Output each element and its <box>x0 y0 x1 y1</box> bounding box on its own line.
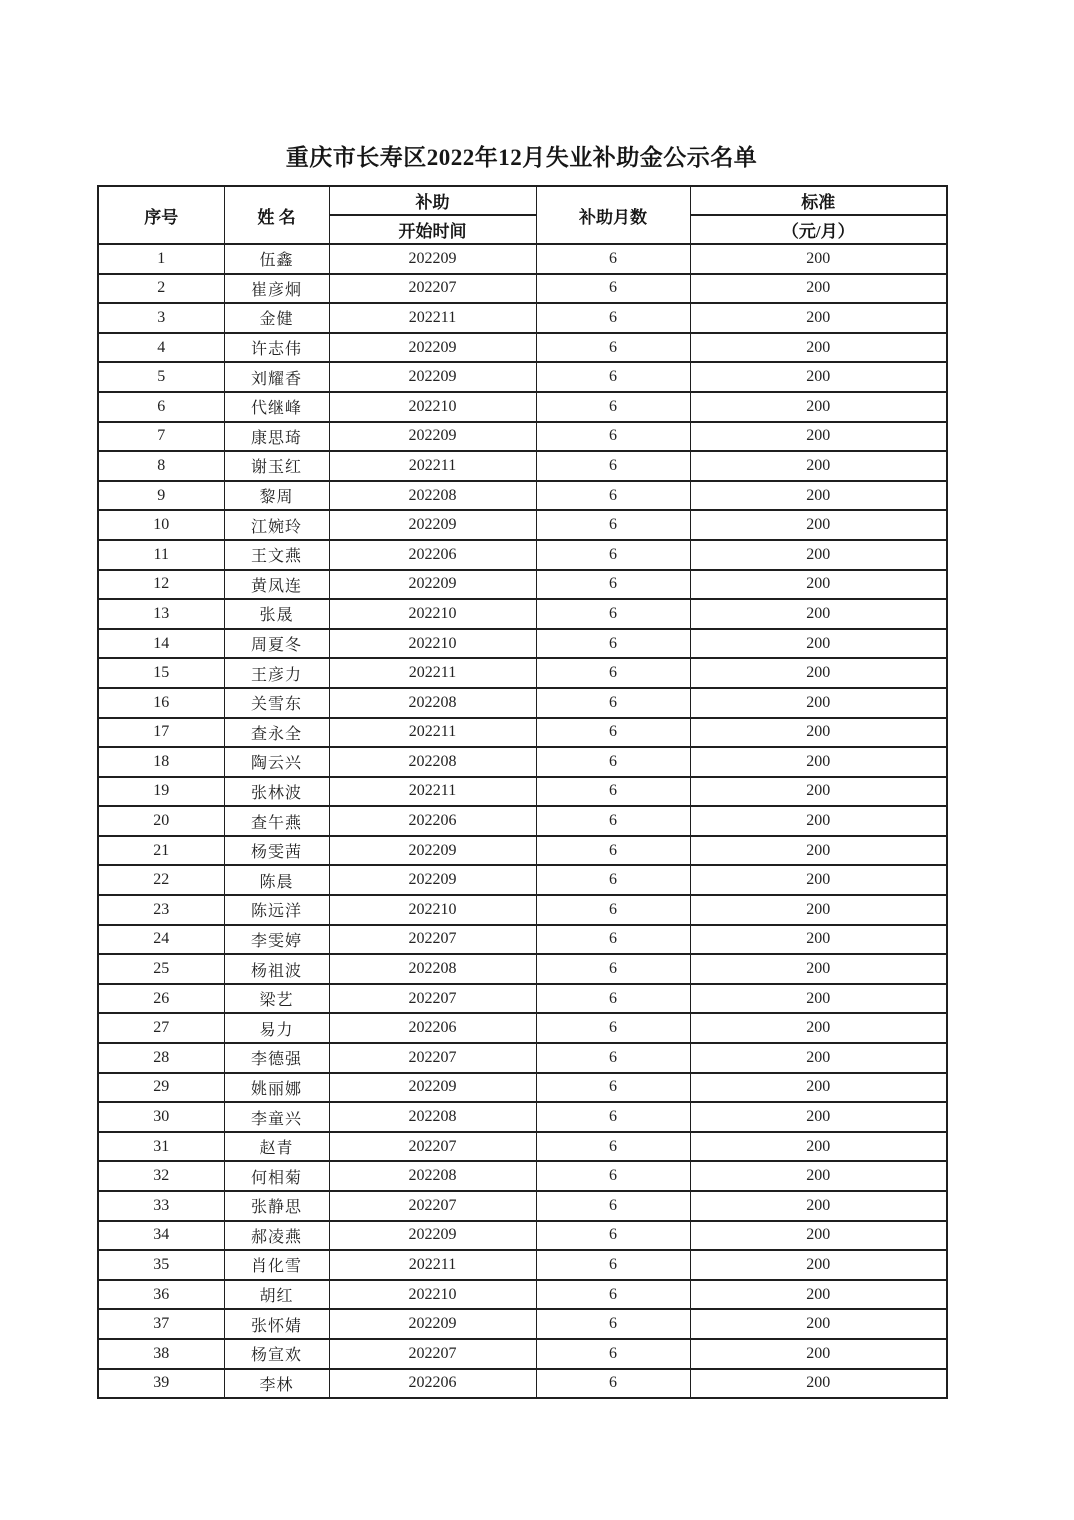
cell-months: 6 <box>536 1132 690 1162</box>
cell-standard: 200 <box>690 718 947 748</box>
cell-months: 6 <box>536 333 690 363</box>
cell-name: 关雪东 <box>224 688 329 718</box>
cell-standard: 200 <box>690 599 947 629</box>
cell-start-date: 202209 <box>329 836 536 866</box>
table-row <box>98 895 947 925</box>
cell-start-date: 202211 <box>329 1250 536 1280</box>
cell-months: 6 <box>536 1250 690 1280</box>
cell-standard: 200 <box>690 1369 947 1399</box>
cell-months: 6 <box>536 570 690 600</box>
table-row <box>98 1309 947 1339</box>
cell-serial: 18 <box>98 747 224 777</box>
table-row <box>98 1280 947 1310</box>
cell-start-date: 202207 <box>329 984 536 1014</box>
cell-standard: 200 <box>690 806 947 836</box>
cell-serial: 19 <box>98 777 224 807</box>
header-start-line2: 开始时间 <box>329 215 536 244</box>
cell-start-date: 202206 <box>329 1369 536 1399</box>
cell-months: 6 <box>536 1102 690 1132</box>
cell-serial: 17 <box>98 718 224 748</box>
cell-name: 郝凌燕 <box>224 1221 329 1251</box>
cell-serial: 10 <box>98 510 224 540</box>
cell-months: 6 <box>536 422 690 452</box>
cell-start-date: 202206 <box>329 806 536 836</box>
cell-start-date: 202208 <box>329 1161 536 1191</box>
cell-name: 李林 <box>224 1369 329 1399</box>
cell-serial: 6 <box>98 392 224 422</box>
cell-start-date: 202211 <box>329 658 536 688</box>
cell-months: 6 <box>536 1280 690 1310</box>
cell-name: 梁艺 <box>224 984 329 1014</box>
table-row <box>98 1339 947 1369</box>
table-row <box>98 1132 947 1162</box>
cell-standard: 200 <box>690 688 947 718</box>
cell-months: 6 <box>536 688 690 718</box>
subsidy-table <box>97 185 948 1399</box>
cell-months: 6 <box>536 1221 690 1251</box>
table-row <box>98 510 947 540</box>
cell-start-date: 202207 <box>329 1132 536 1162</box>
table-row <box>98 333 947 363</box>
cell-standard: 200 <box>690 836 947 866</box>
cell-serial: 4 <box>98 333 224 363</box>
cell-name: 陈晨 <box>224 865 329 895</box>
table-row <box>98 1191 947 1221</box>
cell-serial: 25 <box>98 954 224 984</box>
cell-name: 刘耀香 <box>224 362 329 392</box>
subsidy-notice-document <box>97 139 946 1399</box>
cell-standard: 200 <box>690 451 947 481</box>
cell-serial: 39 <box>98 1369 224 1399</box>
cell-name: 代继峰 <box>224 392 329 422</box>
table-row <box>98 481 947 511</box>
cell-months: 6 <box>536 925 690 955</box>
cell-name: 张晟 <box>224 599 329 629</box>
cell-standard: 200 <box>690 954 947 984</box>
cell-months: 6 <box>536 362 690 392</box>
table-row <box>98 392 947 422</box>
cell-standard: 200 <box>690 422 947 452</box>
cell-serial: 20 <box>98 806 224 836</box>
table-row <box>98 599 947 629</box>
cell-name: 黄凤连 <box>224 570 329 600</box>
cell-serial: 7 <box>98 422 224 452</box>
cell-standard: 200 <box>690 1191 947 1221</box>
cell-serial: 8 <box>98 451 224 481</box>
cell-name: 姚丽娜 <box>224 1073 329 1103</box>
cell-start-date: 202210 <box>329 629 536 659</box>
header-name: 姓 名 <box>224 186 329 244</box>
cell-start-date: 202211 <box>329 303 536 333</box>
cell-months: 6 <box>536 895 690 925</box>
cell-serial: 1 <box>98 244 224 274</box>
cell-standard: 200 <box>690 1161 947 1191</box>
cell-months: 6 <box>536 599 690 629</box>
cell-standard: 200 <box>690 1280 947 1310</box>
cell-months: 6 <box>536 718 690 748</box>
cell-serial: 35 <box>98 1250 224 1280</box>
table-row <box>98 1013 947 1043</box>
cell-start-date: 202211 <box>329 777 536 807</box>
cell-serial: 22 <box>98 865 224 895</box>
cell-serial: 14 <box>98 629 224 659</box>
cell-serial: 16 <box>98 688 224 718</box>
cell-months: 6 <box>536 1339 690 1369</box>
cell-serial: 3 <box>98 303 224 333</box>
table-row <box>98 806 947 836</box>
cell-name: 查午燕 <box>224 806 329 836</box>
cell-months: 6 <box>536 1073 690 1103</box>
cell-name: 陶云兴 <box>224 747 329 777</box>
table-row <box>98 954 947 984</box>
cell-months: 6 <box>536 954 690 984</box>
header-standard-line2: （元/月） <box>690 215 947 244</box>
cell-standard: 200 <box>690 274 947 304</box>
cell-standard: 200 <box>690 392 947 422</box>
cell-start-date: 202207 <box>329 274 536 304</box>
table-row <box>98 1221 947 1251</box>
table-row <box>98 274 947 304</box>
table-row <box>98 422 947 452</box>
cell-name: 易力 <box>224 1013 329 1043</box>
table-body <box>98 244 947 1398</box>
cell-serial: 37 <box>98 1309 224 1339</box>
cell-name: 谢玉红 <box>224 451 329 481</box>
cell-name: 查永全 <box>224 718 329 748</box>
table-row <box>98 1161 947 1191</box>
cell-serial: 33 <box>98 1191 224 1221</box>
cell-standard: 200 <box>690 984 947 1014</box>
cell-name: 康思琦 <box>224 422 329 452</box>
cell-serial: 28 <box>98 1043 224 1073</box>
cell-name: 赵青 <box>224 1132 329 1162</box>
cell-months: 6 <box>536 392 690 422</box>
cell-start-date: 202210 <box>329 1280 536 1310</box>
header-standard-line1: 标准 <box>690 186 947 215</box>
cell-start-date: 202208 <box>329 954 536 984</box>
cell-standard: 200 <box>690 865 947 895</box>
cell-serial: 24 <box>98 925 224 955</box>
cell-serial: 5 <box>98 362 224 392</box>
cell-start-date: 202209 <box>329 333 536 363</box>
cell-standard: 200 <box>690 895 947 925</box>
cell-start-date: 202209 <box>329 510 536 540</box>
table-header <box>98 186 947 244</box>
table-row <box>98 1102 947 1132</box>
cell-months: 6 <box>536 865 690 895</box>
table-row <box>98 244 947 274</box>
cell-serial: 34 <box>98 1221 224 1251</box>
cell-start-date: 202207 <box>329 1043 536 1073</box>
cell-standard: 200 <box>690 570 947 600</box>
cell-serial: 27 <box>98 1013 224 1043</box>
cell-standard: 200 <box>690 747 947 777</box>
cell-months: 6 <box>536 1013 690 1043</box>
cell-name: 江婉玲 <box>224 510 329 540</box>
table-row <box>98 984 947 1014</box>
cell-serial: 12 <box>98 570 224 600</box>
cell-serial: 38 <box>98 1339 224 1369</box>
cell-standard: 200 <box>690 303 947 333</box>
table-row <box>98 570 947 600</box>
cell-name: 杨雯茜 <box>224 836 329 866</box>
cell-serial: 15 <box>98 658 224 688</box>
cell-serial: 23 <box>98 895 224 925</box>
cell-standard: 200 <box>690 540 947 570</box>
cell-months: 6 <box>536 777 690 807</box>
cell-serial: 29 <box>98 1073 224 1103</box>
header-serial: 序号 <box>98 186 224 244</box>
table-row <box>98 688 947 718</box>
cell-serial: 9 <box>98 481 224 511</box>
cell-months: 6 <box>536 274 690 304</box>
table-row <box>98 1369 947 1399</box>
table-row <box>98 865 947 895</box>
table-row <box>98 629 947 659</box>
cell-name: 何相菊 <box>224 1161 329 1191</box>
header-row-top <box>98 186 947 215</box>
table-row <box>98 1073 947 1103</box>
cell-serial: 11 <box>98 540 224 570</box>
cell-start-date: 202206 <box>329 540 536 570</box>
cell-name: 张林波 <box>224 777 329 807</box>
cell-start-date: 202206 <box>329 1013 536 1043</box>
cell-standard: 200 <box>690 333 947 363</box>
table-row <box>98 747 947 777</box>
cell-months: 6 <box>536 1191 690 1221</box>
cell-serial: 36 <box>98 1280 224 1310</box>
page-title: 重庆市长寿区2022年12月失业补助金公示名单 <box>285 145 758 170</box>
cell-months: 6 <box>536 1309 690 1339</box>
table-row <box>98 451 947 481</box>
cell-months: 6 <box>536 629 690 659</box>
table-row <box>98 836 947 866</box>
cell-name: 王彦力 <box>224 658 329 688</box>
cell-name: 许志伟 <box>224 333 329 363</box>
cell-standard: 200 <box>690 481 947 511</box>
cell-start-date: 202209 <box>329 362 536 392</box>
cell-standard: 200 <box>690 925 947 955</box>
cell-start-date: 202208 <box>329 747 536 777</box>
cell-standard: 200 <box>690 1250 947 1280</box>
cell-start-date: 202210 <box>329 392 536 422</box>
cell-months: 6 <box>536 806 690 836</box>
cell-months: 6 <box>536 1043 690 1073</box>
cell-standard: 200 <box>690 1221 947 1251</box>
cell-name: 伍鑫 <box>224 244 329 274</box>
table-row <box>98 303 947 333</box>
table-row <box>98 540 947 570</box>
cell-months: 6 <box>536 244 690 274</box>
cell-start-date: 202209 <box>329 1309 536 1339</box>
cell-months: 6 <box>536 747 690 777</box>
cell-serial: 13 <box>98 599 224 629</box>
cell-standard: 200 <box>690 1043 947 1073</box>
cell-name: 李童兴 <box>224 1102 329 1132</box>
cell-start-date: 202209 <box>329 244 536 274</box>
table-row <box>98 1043 947 1073</box>
cell-start-date: 202211 <box>329 451 536 481</box>
cell-months: 6 <box>536 303 690 333</box>
cell-standard: 200 <box>690 777 947 807</box>
cell-months: 6 <box>536 1369 690 1399</box>
table-row <box>98 718 947 748</box>
cell-start-date: 202210 <box>329 895 536 925</box>
cell-start-date: 202208 <box>329 1102 536 1132</box>
cell-start-date: 202211 <box>329 718 536 748</box>
cell-standard: 200 <box>690 510 947 540</box>
cell-months: 6 <box>536 984 690 1014</box>
cell-name: 黎周 <box>224 481 329 511</box>
cell-standard: 200 <box>690 1339 947 1369</box>
cell-start-date: 202209 <box>329 1073 536 1103</box>
cell-standard: 200 <box>690 1309 947 1339</box>
cell-standard: 200 <box>690 244 947 274</box>
cell-standard: 200 <box>690 658 947 688</box>
table-row <box>98 777 947 807</box>
cell-start-date: 202207 <box>329 1339 536 1369</box>
cell-start-date: 202209 <box>329 1221 536 1251</box>
cell-months: 6 <box>536 1161 690 1191</box>
cell-standard: 200 <box>690 629 947 659</box>
cell-serial: 30 <box>98 1102 224 1132</box>
cell-months: 6 <box>536 481 690 511</box>
cell-name: 胡红 <box>224 1280 329 1310</box>
cell-name: 杨宣欢 <box>224 1339 329 1369</box>
cell-standard: 200 <box>690 1013 947 1043</box>
cell-standard: 200 <box>690 1132 947 1162</box>
cell-name: 李雯婷 <box>224 925 329 955</box>
cell-serial: 32 <box>98 1161 224 1191</box>
cell-name: 陈远洋 <box>224 895 329 925</box>
cell-months: 6 <box>536 836 690 866</box>
header-months: 补助月数 <box>536 186 690 244</box>
cell-name: 杨祖波 <box>224 954 329 984</box>
cell-start-date: 202209 <box>329 422 536 452</box>
cell-start-date: 202208 <box>329 481 536 511</box>
cell-months: 6 <box>536 510 690 540</box>
cell-start-date: 202210 <box>329 599 536 629</box>
cell-name: 张怀婧 <box>224 1309 329 1339</box>
cell-name: 金健 <box>224 303 329 333</box>
table-row <box>98 658 947 688</box>
cell-months: 6 <box>536 451 690 481</box>
cell-serial: 2 <box>98 274 224 304</box>
cell-name: 张静思 <box>224 1191 329 1221</box>
table-row <box>98 362 947 392</box>
table-row <box>98 925 947 955</box>
cell-serial: 26 <box>98 984 224 1014</box>
cell-standard: 200 <box>690 1102 947 1132</box>
cell-months: 6 <box>536 540 690 570</box>
cell-standard: 200 <box>690 362 947 392</box>
cell-name: 王文燕 <box>224 540 329 570</box>
cell-name: 周夏冬 <box>224 629 329 659</box>
cell-standard: 200 <box>690 1073 947 1103</box>
cell-start-date: 202209 <box>329 865 536 895</box>
cell-start-date: 202209 <box>329 570 536 600</box>
cell-name: 肖化雪 <box>224 1250 329 1280</box>
cell-serial: 31 <box>98 1132 224 1162</box>
cell-months: 6 <box>536 658 690 688</box>
table-row <box>98 1250 947 1280</box>
header-start-line1: 补助 <box>329 186 536 215</box>
cell-name: 李德强 <box>224 1043 329 1073</box>
cell-name: 崔彦炯 <box>224 274 329 304</box>
cell-start-date: 202208 <box>329 688 536 718</box>
cell-start-date: 202207 <box>329 1191 536 1221</box>
cell-serial: 21 <box>98 836 224 866</box>
cell-start-date: 202207 <box>329 925 536 955</box>
